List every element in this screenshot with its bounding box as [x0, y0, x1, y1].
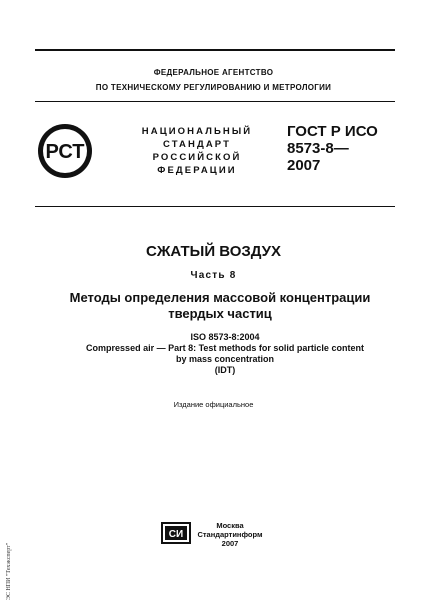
national-line: РОССИЙСКОЙ: [152, 152, 242, 163]
publisher-logo-text: СИ: [168, 529, 184, 540]
english-title-line: by mass concentration: [175, 354, 275, 364]
top-rule: [35, 49, 395, 51]
national-line: ФЕДЕРАЦИИ: [157, 165, 237, 176]
emblem-text: РСТ: [45, 141, 85, 163]
publisher-logo-icon: [161, 522, 191, 544]
national-line: СТАНДАРТ: [163, 139, 231, 150]
publisher-year: 2007: [221, 539, 239, 548]
national-standard-block: [128, 125, 266, 177]
english-title-line: Compressed air — Part 8: Test methods for solid particle content: [86, 343, 364, 353]
iso-block: [40, 332, 410, 376]
national-line: НАЦИОНАЛЬНЫЙ: [141, 126, 253, 137]
agency-line-1: ФЕДЕРАЛЬНОЕ АГЕНТСТВО: [153, 68, 274, 77]
publisher-city: Москва: [216, 521, 244, 530]
standard-code-line: 2007: [287, 157, 321, 174]
rst-emblem-icon: [36, 122, 94, 180]
document-part: Часть 8: [190, 270, 237, 281]
subtitle-line: твердых частиц: [168, 306, 272, 321]
iso-number: ISO 8573-8:2004: [190, 332, 260, 342]
subtitle-line: Методы определения массовой концентрации: [69, 290, 371, 305]
rule-after-agency: [35, 101, 395, 102]
publisher-name: Стандартинформ: [197, 530, 263, 539]
standard-code-line: 8573-8—: [287, 140, 349, 157]
rule-after-standard: [35, 206, 395, 207]
standard-code-line: ГОСТ Р ИСО: [287, 123, 378, 140]
identity-mark: (IDT): [214, 365, 236, 375]
publisher-block: [195, 521, 265, 548]
standard-code: [287, 123, 397, 174]
document-subtitle: [30, 290, 410, 322]
edition-label: Издание официальное: [173, 400, 254, 409]
document-title: СЖАТЫЙ ВОЗДУХ: [146, 243, 281, 260]
agency-line-2: ПО ТЕХНИЧЕСКОМУ РЕГУЛИРОВАНИЮ И МЕТРОЛОГИИ: [95, 83, 332, 92]
side-note: ЭС НПИ "Техэксперт": [6, 542, 12, 600]
